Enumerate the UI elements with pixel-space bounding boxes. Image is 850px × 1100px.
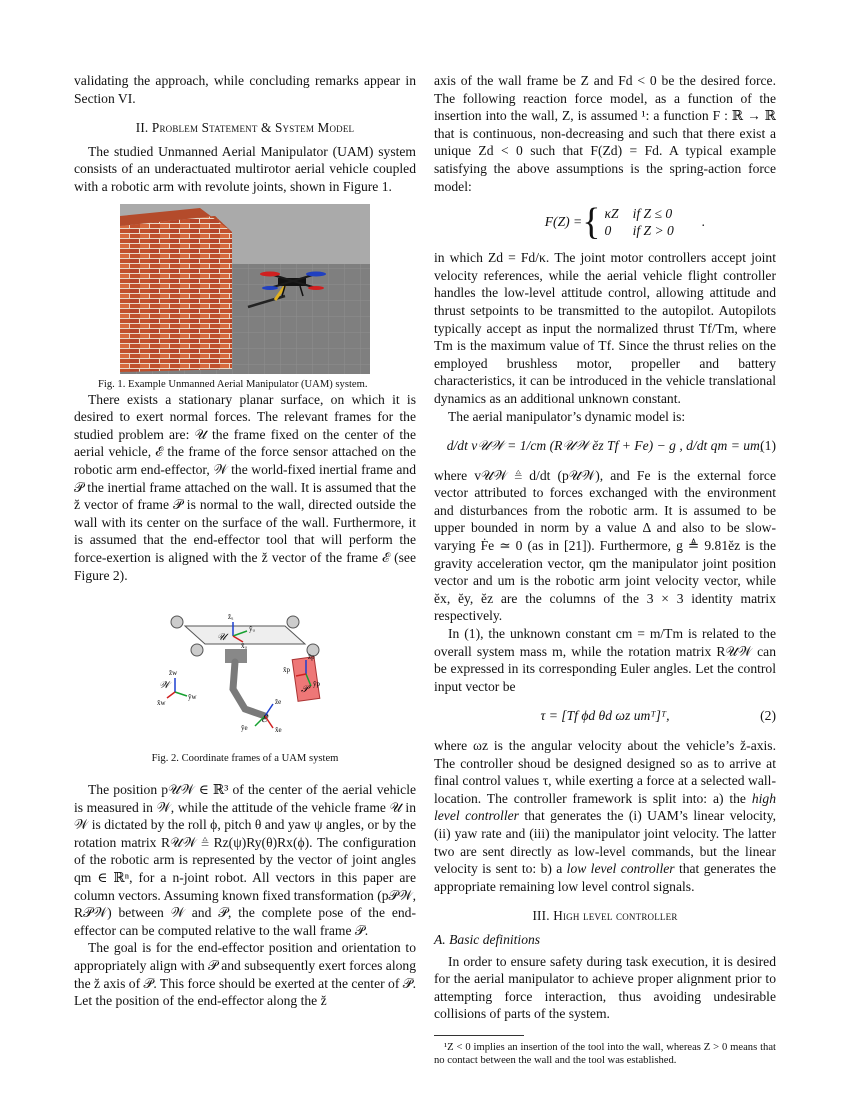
text-high-level-controller: high level controller — [434, 790, 776, 824]
label-ye: y̆e — [241, 724, 248, 733]
label-xw: x̆w — [157, 699, 166, 708]
text-low-level-controller: low level controller — [566, 861, 675, 877]
paragraph-goal: The goal is for the end-effector position and orientation to appropriately align with 𝒫 and subsequently exert forces along the z̆ axis of 𝒫. This force should be exerted at the center of 𝒫. Let the position of the end-effector along the z̆ — [74, 940, 416, 1009]
label-w: 𝒲 — [159, 680, 170, 692]
paragraph-intro-tail: validating the approach, while concluding remarks appear in Section VI. — [74, 73, 416, 106]
paragraph-controller-framework — [434, 737, 776, 895]
paragraph-uam-system: The studied Unmanned Aerial Manipulator (UAM) system consists of an underactuated multirotor aerial vehicle coupled with a robotic arm with revolute joints, shown in Figure 1. — [74, 143, 416, 194]
paragraph-cm: In (1), the unknown constant cm = m/Tm is related to the overall system mass m, while the rotation matrix R𝒰𝒲 can be expressed in its corresponding Euler angles. Let the control input vector be — [434, 626, 776, 694]
paragraph-joint-controllers: in which Zd = Fd/κ. The joint motor controllers accept joint velocity references, while the aerial vehicle flight controller handles the low-level attitude control, allowing attitude and thrust setpoints to be transmitted to the autopilot. Autopilots typically accept as input the normalized thrust Tf/Tm, where Tm is the maximum value of Tf. Since the thrust relies on the employed brushless motor, propeller and battery characteristics, it can be introduced in the vehicle translational dynamics as an additional unknown constant. — [434, 250, 776, 406]
figure-1-caption: Fig. 1. Example Unmanned Aerial Manipulator (UAM) system. — [98, 378, 368, 390]
footnote-rule — [434, 1035, 524, 1036]
label-zw: z̆w — [169, 669, 178, 678]
label-xu: x̆ᵤ — [241, 642, 247, 651]
label-yw: y̆w — [188, 693, 197, 702]
axis-xw — [167, 692, 175, 698]
text-omega-c: that generates the appropriate remaining low level control signals. — [434, 861, 776, 894]
drone-propeller-blue-2 — [262, 286, 278, 290]
label-xe: x̆e — [275, 726, 282, 735]
drone-propeller-red-2 — [308, 286, 324, 290]
section-2-title: II. Problem Statement & System Model — [135, 120, 355, 136]
label-u: 𝒰 — [217, 632, 226, 644]
text-omega-a: where ωz is the angular velocity about the vehicle’s z̆-axis. The controller shoud be designed designed so as to arrive at final control values τ, while exerting a force at a selected wall-location. The controller framework is split into: a) the — [434, 738, 776, 806]
subsection-a-title: A. Basic definitions — [434, 931, 541, 947]
figure-2-caption: Fig. 2. Coordinate frames of a UAM system — [151, 753, 339, 765]
label-xp: x̆p — [283, 666, 290, 675]
left-column — [74, 72, 416, 1010]
left-brace: { — [582, 201, 601, 244]
case-2-condition: if Z > 0 — [632, 223, 674, 239]
label-p: 𝒫 — [301, 684, 309, 696]
paragraph-position: The position p𝒰𝒲 ∈ ℝ³ of the center of the aerial vehicle is measured in 𝒲, while the attitude of the vehicle frame 𝒰 in 𝒲 is dictated by the roll ϕ, pitch θ and yaw ψ angles, or by the rotation matrix R𝒰𝒲 ≜ Rz(ψ)Ry(θ)Rx(ϕ). The configuration of the robotic arm is represented by the vector of joint angles qm ∈ ℝⁿ, for a n-joint robot. All vectors in this paper are column vectors. Assuming known fixed transformation (p𝒫𝒲, R𝒫𝒲) between 𝒲 and 𝒫, the complete pose of the end-effector can be computed relative to the wall frame 𝒫. — [74, 782, 416, 938]
text-omega-b: that generates the (i) UAM’s linear velocity, (ii) yaw rate and (iii) the manipulator joint velocity. The latter two are sent directly as low-level commands, but the linear velocity is sent to: b) a — [434, 808, 777, 877]
equation-spring-cases — [582, 201, 674, 244]
figure-1-uam-render — [120, 204, 370, 374]
equation-1-number: (1) — [760, 438, 776, 454]
equation-spring-lhs: F(Z) = — [544, 214, 583, 230]
axis-yw — [175, 692, 187, 696]
case-2-value: 0 — [604, 223, 612, 239]
right-column — [434, 72, 776, 1067]
equation-spring-period: . — [701, 214, 706, 230]
footnote-1: ¹Z < 0 implies an insertion of the tool into the wall, whereas Z > 0 means that no contact between the wall and the tool was established. — [434, 1041, 776, 1066]
label-zu: z̆ᵤ — [228, 613, 234, 622]
figure-2-coordinate-frames — [155, 604, 335, 744]
label-e: ℰ — [261, 714, 268, 726]
equation-spring-force — [474, 201, 776, 244]
drone-propeller-red — [260, 271, 280, 276]
label-yu: y̆ᵤ — [249, 625, 255, 634]
equation-1-body: d/dt v𝒰𝒲 = 1/cm (R𝒰𝒲 ĕz Tf + Fe) − g , d/dt qm = um, — [446, 438, 764, 454]
rotor — [191, 644, 203, 656]
paragraph-dynamic-intro: The aerial manipulator’s dynamic model is: — [448, 408, 686, 424]
paragraph-force-model: axis of the wall frame be Z and Fd < 0 be the desired force. The following reaction force model, as a function of the insertion into the wall, Z, is assumed ¹: a function F : ℝ → ℝ that is continuous, non-decreasing and such that there exist a unique Zd < 0 such that F(Zd) = Fd. A typical example satisfying the above assumptions is the spring-action force model: — [434, 73, 776, 194]
brick-wall-front — [120, 216, 232, 372]
equation-2-number: (2) — [760, 708, 776, 724]
paragraph-where-fe: where v𝒰𝒲 ≜ d/dt (p𝒰𝒲), and Fe is the external force vector attributed to forces exchanged with the environment and disturbances from the robotic arm. It is assumed to be upper bounded in norm by a value Δ and also to be slow-varying Ḟe ≃ 0 (as in [21]). Furthermore, g ≜ 9.81ĕz is the gravity acceleration vector, qm the manipulator joint position vector and um is the robotic arm joint velocity vector, while ĕx, ĕy, ĕz are the columns of the 3 × 3 identity matrix respectively. — [434, 467, 776, 624]
drone-propeller-blue — [306, 271, 326, 276]
label-ze: z̆e — [275, 698, 282, 707]
rotor — [287, 616, 299, 628]
label-yp: y̆p — [313, 680, 320, 689]
rotor — [171, 616, 183, 628]
paragraph-frames: There exists a stationary planar surface, on which it is desired to exert normal forces. The relevant frames for the studied problem are: 𝒰 the frame fixed on the center of the aerial vehicle, ℰ the frame of the force sensor attached on the robotic arm end-effector, 𝒲 the world-fixed inertial frame and 𝒫 the inertial frame attached on the wall. It is assumed that the z̆ vector of frame 𝒫 is normal to the wall, directed outside the wall with its center on the surface of the wall. Furthermore, it is assumed that the end-effector tool that will perform the force-exertion is aligned with the z̆ vector of the frame ℰ (see Figure 2). — [74, 391, 416, 583]
equation-2 — [434, 707, 776, 725]
section-3-title: III. High level controller — [532, 908, 678, 924]
label-zp: z̆p — [308, 653, 315, 662]
equation-2-body: τ = [Tf ϕd θd ωz umᵀ]ᵀ, — [540, 708, 670, 724]
case-1-condition: if Z ≤ 0 — [632, 205, 673, 221]
case-1-value: κZ — [604, 205, 619, 221]
robotic-arm — [233, 662, 265, 716]
equation-1 — [434, 437, 776, 455]
paragraph-safety: In order to ensure safety during task execution, it is desired for the aerial manipulator to achieve proper alignment prior to attempting force interaction, thus avoiding undesirable collisions of parts of the system. — [434, 953, 776, 1022]
